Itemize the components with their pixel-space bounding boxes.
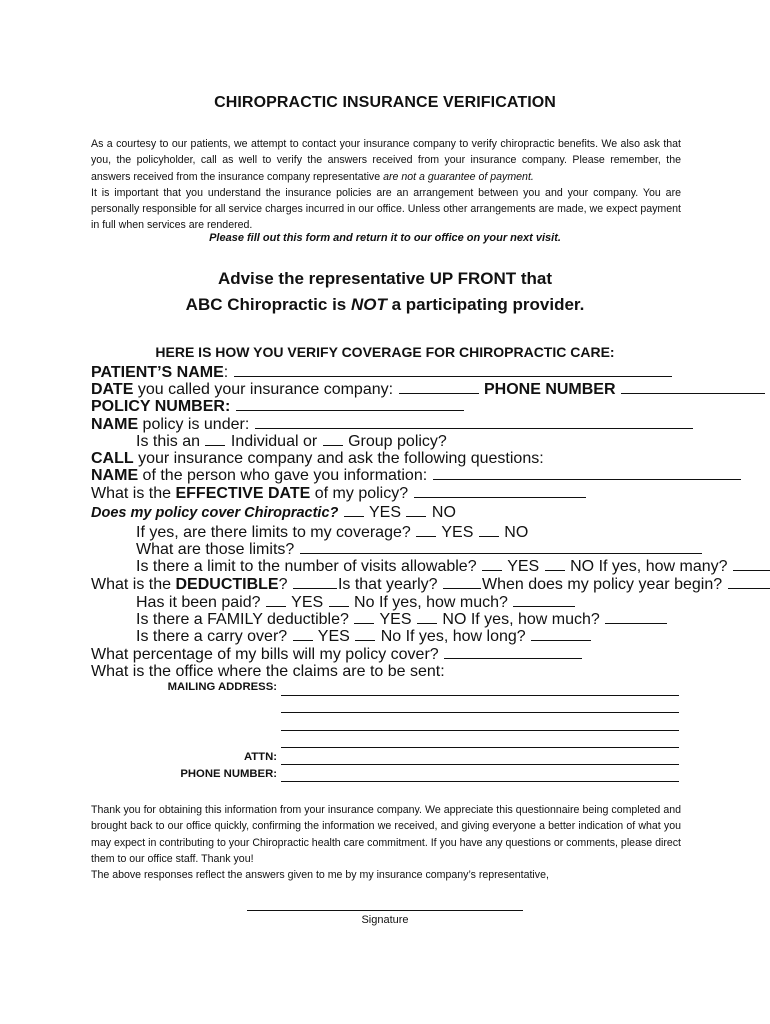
phone-number-field[interactable]: [621, 381, 765, 394]
limits-field[interactable]: [300, 541, 702, 554]
percentage-question: What percentage of my bills will my policy cover?: [91, 646, 444, 663]
individual-label: Individual or: [226, 433, 322, 450]
claims-office-question: What is the office where the claims are to be sent:: [91, 663, 445, 680]
limits-no-field[interactable]: [479, 524, 499, 537]
family-no-field[interactable]: [417, 611, 437, 624]
attn-label: ATTN:: [243, 751, 277, 763]
how-much-text: NO If yes, how much?: [437, 611, 605, 628]
carry-over-question: Is there a carry over?: [136, 628, 292, 645]
patient-name-row: [91, 364, 673, 381]
no-label: NO: [427, 504, 456, 521]
paid-question: Has it been paid?: [136, 594, 265, 611]
visits-count-field[interactable]: [733, 558, 770, 571]
visits-yes-field[interactable]: [482, 558, 502, 571]
date-called-row: [91, 381, 766, 398]
yes-label: YES: [313, 628, 355, 645]
advise-notice: [0, 266, 770, 318]
date-text: you called your insurance company:: [133, 381, 398, 398]
visits-limit-row: [136, 558, 770, 575]
visits-question: Is there a limit to the number of visits allowable?: [136, 558, 482, 575]
paid-row: [136, 594, 576, 611]
effective-text-b: of my policy?: [310, 485, 413, 502]
what-limits-row: [136, 541, 703, 558]
patient-name-label: PATIENT’S NAME: [91, 364, 224, 381]
advise-text-a: ABC Chiropractic is: [185, 295, 351, 314]
family-yes-field[interactable]: [354, 611, 374, 624]
policy-number-row: [91, 398, 465, 415]
yearly-field[interactable]: [443, 576, 481, 589]
paid-no-field[interactable]: [329, 594, 349, 607]
phone-number-label: PHONE NUMBER: [483, 381, 616, 398]
yes-label: YES: [375, 611, 416, 628]
informant-text: of the person who gave you information:: [138, 467, 432, 484]
what-limits-question: What are those limits?: [136, 541, 299, 558]
claims-office-row: [91, 663, 445, 680]
yearly-question: Is that yearly?: [337, 576, 442, 593]
intro-paragraph-1: [91, 136, 681, 185]
paid-amount-field[interactable]: [513, 594, 575, 607]
policy-type-text: Is this an: [136, 433, 205, 450]
mailing-address-label: MAILING ADDRESS:: [167, 681, 277, 693]
percentage-row: [91, 646, 583, 663]
advise-emphasis: NOT: [350, 295, 387, 314]
year-begin-field[interactable]: [728, 576, 770, 589]
signature-label: Signature: [361, 914, 409, 926]
deductible-text-b: ?: [278, 576, 292, 593]
policy-number-field[interactable]: [236, 398, 464, 411]
visits-no-field[interactable]: [545, 558, 565, 571]
call-label: CALL: [91, 450, 134, 467]
carry-over-row: [136, 628, 592, 645]
policy-holder-field[interactable]: [255, 416, 693, 429]
carry-no-field[interactable]: [355, 628, 375, 641]
how-long-text: No If yes, how long?: [376, 628, 531, 645]
effective-date-row: [91, 485, 587, 502]
individual-field[interactable]: [205, 433, 225, 446]
office-phone-field[interactable]: [281, 780, 679, 782]
name-label: NAME: [91, 467, 139, 484]
carry-length-field[interactable]: [531, 628, 591, 641]
call-instruction-row: [91, 450, 544, 467]
carry-yes-field[interactable]: [293, 628, 313, 641]
limits-question: If yes, are there limits to my coverage?: [136, 524, 416, 541]
percentage-field[interactable]: [444, 646, 582, 659]
page-title: CHIROPRACTIC INSURANCE VERIFICATION: [214, 94, 556, 111]
family-deductible-row: [136, 611, 668, 628]
limits-yes-field[interactable]: [416, 524, 436, 537]
effective-text-a: What is the: [91, 485, 176, 502]
family-question: Is there a FAMILY deductible?: [136, 611, 354, 628]
intro-text-a: As a courtesy to our patients, we attempt to contact your insurance company to verify chiropractic benefits. We also ask that you, the policyholder, call as well to verify the answers received from your insurance company. Please remember, the answers received from the insurance company representative: [91, 138, 681, 183]
yes-label: YES: [286, 594, 328, 611]
coverage-question-row: [91, 504, 456, 521]
deductible-field[interactable]: [293, 576, 337, 589]
closing-paragraph-1: Thank you for obtaining this information from your insurance company. We appreciate this questionnaire being completed and brought back to our office quickly, confirming the information we received, and giving everyone a better indication of what you may expect in contributing to your Chiropractic health care commitment. If you have any questions or comments, please direct them to our office staff. Thank you!: [91, 804, 681, 865]
name-label: NAME: [91, 416, 139, 433]
mailing-address-line-1[interactable]: [281, 694, 679, 696]
advise-line-1: Advise the representative UP FRONT that: [217, 269, 553, 288]
policy-holder-row: [91, 416, 694, 433]
how-much-text: No If yes, how much?: [349, 594, 513, 611]
limits-row: [136, 524, 528, 541]
year-begin-question: When does my policy year begin?: [481, 576, 727, 593]
signature-line[interactable]: [247, 910, 523, 911]
group-label: Group policy?: [343, 433, 447, 450]
informant-name-row: [91, 467, 742, 484]
policy-under-text: policy is under:: [138, 416, 254, 433]
mailing-address-line-4[interactable]: [281, 746, 679, 748]
section-heading: HERE IS HOW YOU VERIFY COVERAGE FOR CHIROPRACTIC CARE:: [155, 344, 615, 360]
closing-paragraph-2: The above responses reflect the answers given to me by my insurance company’s representative,: [91, 869, 549, 882]
effective-date-label: EFFECTIVE DATE: [175, 485, 311, 502]
intro-paragraph-2: It is important that you understand the insurance policies are an arrangement between you and your company. You are personally responsible for all service charges incurred in our office. Unless other arrangements are made, we expect payment in full when services are rendered.: [91, 186, 681, 232]
cover-yes-field[interactable]: [344, 504, 364, 517]
yes-label: YES: [364, 504, 406, 521]
closing-text: [91, 802, 681, 883]
attn-field[interactable]: [281, 763, 679, 765]
deductible-text-a: What is the: [91, 576, 176, 593]
call-text: your insurance company and ask the following questions:: [133, 450, 544, 467]
deductible-row: [91, 576, 770, 593]
office-phone-label: PHONE NUMBER:: [180, 768, 277, 780]
intro-text: [91, 136, 681, 234]
effective-date-field[interactable]: [414, 485, 586, 498]
informant-name-field[interactable]: [433, 467, 741, 480]
deductible-label: DEDUCTIBLE: [175, 576, 279, 593]
how-many-text: NO If yes, how many?: [565, 558, 732, 575]
mailing-address-line-2[interactable]: [281, 711, 679, 713]
advise-text-b: a participating provider.: [386, 295, 585, 314]
intro-disclaimer: are not a guarantee of payment.: [383, 170, 534, 183]
colon: :: [223, 364, 229, 381]
advise-line-2: [0, 292, 770, 318]
date-called-field[interactable]: [399, 381, 479, 394]
date-label: DATE: [91, 381, 134, 398]
form-instruction: Please fill out this form and return it to our office on your next visit.: [209, 232, 561, 244]
mailing-address-line-3[interactable]: [281, 729, 679, 731]
no-label: NO: [499, 524, 529, 541]
policy-type-row: [136, 433, 447, 450]
coverage-question: Does my policy cover Chiropractic?: [91, 505, 339, 521]
group-field[interactable]: [323, 433, 343, 446]
yes-label: YES: [503, 558, 544, 575]
family-amount-field[interactable]: [605, 611, 667, 624]
paid-yes-field[interactable]: [266, 594, 286, 607]
yes-label: YES: [437, 524, 478, 541]
patient-name-field[interactable]: [234, 364, 672, 377]
policy-number-label: POLICY NUMBER:: [91, 398, 231, 415]
cover-no-field[interactable]: [406, 504, 426, 517]
